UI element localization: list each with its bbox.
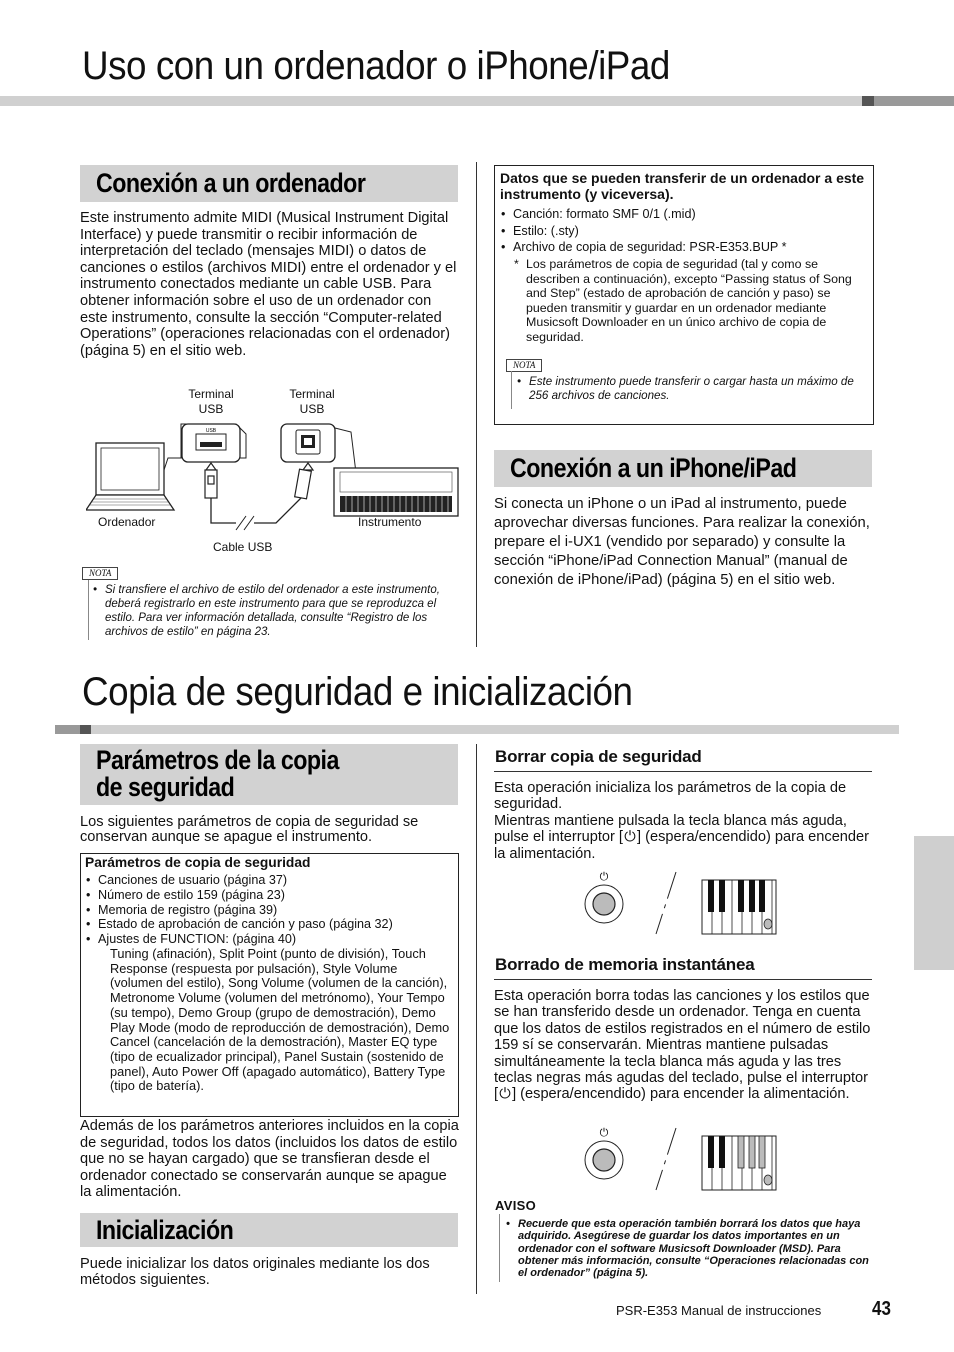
aviso-label: AVISO	[495, 1198, 536, 1213]
transfer-footnote: * Los parámetros de copia de seguridad (tal y como se describen a continuación), excepto “Passing status of Song and Step” (estado de aprobación de canción y paso) se pueden transmitir y guardar en un ordenador mediante Musicsoft Downloader en un único archivo de copia de seguridad.	[514, 257, 852, 344]
backup-items: • Canciones de usuario (página 37) • Número de estilo 159 (página 23) • Memoria de registro (página 39) • Estado de aprobación de canción y paso (página 32) • Ajustes de FUNCTION: (página 40)	[85, 873, 453, 947]
power-icon: ⏻	[599, 1126, 609, 1139]
section-heading-backup: Parámetros de la copia de seguridad	[80, 744, 458, 805]
keyboard-keys-icon	[702, 1136, 776, 1190]
aviso-rule	[499, 1214, 500, 1282]
section-heading-init: Inicialización	[80, 1213, 458, 1247]
power-icon: ⏻	[499, 1086, 511, 1103]
power-icon: ⏻	[599, 870, 609, 883]
section-heading-pc: Conexión a un ordenador	[80, 165, 458, 202]
pc-body: Este instrumento admite MIDI (Musical Instrument Digital Interface) y puede transmitir o recibir información de interpretación del teclado (mensajes MIDI) o datos de canciones o estilos (archivos MIDI) entre el ordenador y el instrumento conectados mediante un cable USB. Para obtener información sobre el uso de un ordenador con este instrumento, consulte la sección “Computer-related Operations” (operaciones relacionadas con el ordenador) (página 5) en el sitio web.	[80, 210, 457, 359]
laptop-icon	[86, 443, 174, 510]
label-usb-cable: Cable USB	[213, 540, 273, 554]
footer-model: PSR-E353 Manual de instrucciones	[616, 1303, 822, 1318]
nota-transfer: • Este instrumento puede transferir o cargar hasta un máximo de 256 archivos de canciones.	[516, 375, 856, 403]
title-rule	[0, 96, 862, 106]
label-terminal-usb-left: Terminal USB	[188, 387, 234, 416]
clear-backup-diagram	[580, 868, 780, 938]
function-detail: Tuning (afinación), Split Point (punto de división), Touch Response (respuesta por pulsación), Style Volume (volumen del estilo), Song Volume (volumen de la canción), Metronome Volume (volumen del metrónomo), Your Tempo (su tempo), Demo Group (grupo de demostración), Demo Play Mode (modo de reproducción de demostración), Demo Cancel (cancelación de la demostración), Master EQ type (tipo de ecualizador principal), Panel Sustain (sostenido de panel), Auto Power Off (apagado automático), Battery Type (tipo de batería).	[110, 946, 450, 1094]
page-number: 43	[872, 1298, 891, 1320]
nota-tag-transfer: NOTA	[506, 359, 542, 372]
column-divider-bottom	[476, 744, 477, 1294]
page-title-backup: Copia de seguridad e inicialización	[82, 670, 633, 714]
label-instrument: Instrumento	[358, 515, 422, 529]
nota-tag-pc: NOTA	[82, 567, 118, 580]
keyboard-instrument-icon	[334, 468, 458, 516]
page-title-usage: Uso con un ordenador o iPhone/iPad	[82, 44, 670, 88]
title2-rule-mark	[80, 725, 91, 734]
keyboard-keys-icon	[702, 880, 776, 934]
heading-rule	[494, 771, 872, 772]
transfer-box-title: Datos que se pueden transferir de un ordenador a este instrumento (y viceversa).	[500, 170, 865, 202]
usb-port-computer-callout	[164, 424, 246, 470]
label-computer: Ordenador	[98, 515, 156, 529]
title-rule-mark	[862, 96, 874, 106]
transfer-items: • Canción: formato SMF 0/1 (.mid) • Estilo: (.sty) • Archivo de copia de seguridad: PSR-E353.BUP *	[500, 206, 868, 256]
nota-rule-transfer	[511, 371, 512, 409]
title-rule-end	[874, 96, 954, 106]
backup-intro: Los siguientes parámetros de copia de seguridad se conservan aunque se apague el instrumento.	[80, 814, 419, 845]
section-heading-iphone: Conexión a un iPhone/iPad	[494, 450, 872, 487]
usb-port-label: USB	[205, 428, 217, 434]
flash-clear-diagram	[580, 1124, 780, 1194]
column-divider-top	[476, 162, 477, 647]
title2-rule-start	[55, 725, 80, 734]
iphone-body: Si conecta un iPhone o un iPad al instrumento, puede aprovechar diversas funciones. Para realizar la conexión, prepare el i-UX1 (vendido por separado) y consulte la sección “iPhone/iPad Connection Manual” (manual de conexión de iPhone/iPad) (página 5) en el sitio web.	[494, 496, 870, 588]
side-tab	[914, 836, 954, 970]
title2-rule	[91, 725, 899, 734]
heading-clear-backup: Borrar copia de seguridad	[495, 747, 702, 766]
aviso-text: • Recuerde que esta operación también borrará los datos que haya adquirido. Asegúrese de guardar los datos importantes en un ordenador con el software Musicsoft Downloader (MSD). Para obtener más información, consulte “Operaciones relacionadas con el ordenador” (página 5).	[505, 1218, 873, 1279]
clear-backup-body: Esta operación inicializa los parámetros de la copia de seguridad. Mientras mantiene pulsada la tecla blanca más aguda, pulse el interruptor [⏻] (espera/encendido) para encender la alimentación.	[494, 780, 870, 862]
heading-rule-2	[494, 979, 872, 980]
power-icon: ⏻	[624, 829, 636, 846]
nota-rule	[88, 580, 89, 640]
init-body: Puede inicializar los datos originales mediante los dos métodos siguientes.	[80, 1256, 430, 1289]
label-terminal-usb-right: Terminal USB	[289, 387, 335, 416]
nota-pc: • Si transfiere el archivo de estilo del ordenador a este instrumento, deberá registrarlo en este instrumento para que se reproduzca el estilo. Para ver información detallada, consulte “Registro de los archivos de estilo” en página 23.	[92, 583, 447, 639]
usb-port-instrument-callout	[281, 424, 356, 473]
heading-flash-clear: Borrado de memoria instantánea	[495, 955, 755, 974]
backup-after: Además de los parámetros anteriores incluidos en la copia de seguridad, todos los datos (incluidos los datos de estilo que no se hayan cargado) que se transfieran desde el ordenador conectado se conservarán aunque se apague la alimentación.	[80, 1118, 459, 1201]
flash-clear-body: Esta operación borra todas las canciones y los estilos que se han transferido desde un ordenador. Tenga en cuenta que los datos de estilos registrados en el número de estilo 159 sí se conservarán. Mientras mantiene pulsadas simultáneamente la tecla blanca más aguda y las tres teclas negras más agudas del teclado, pulse el interruptor [⏻] (espera/encendido) para encender la alimentación.	[494, 988, 871, 1103]
backup-box-title: Parámetros de copia de seguridad	[85, 855, 311, 870]
